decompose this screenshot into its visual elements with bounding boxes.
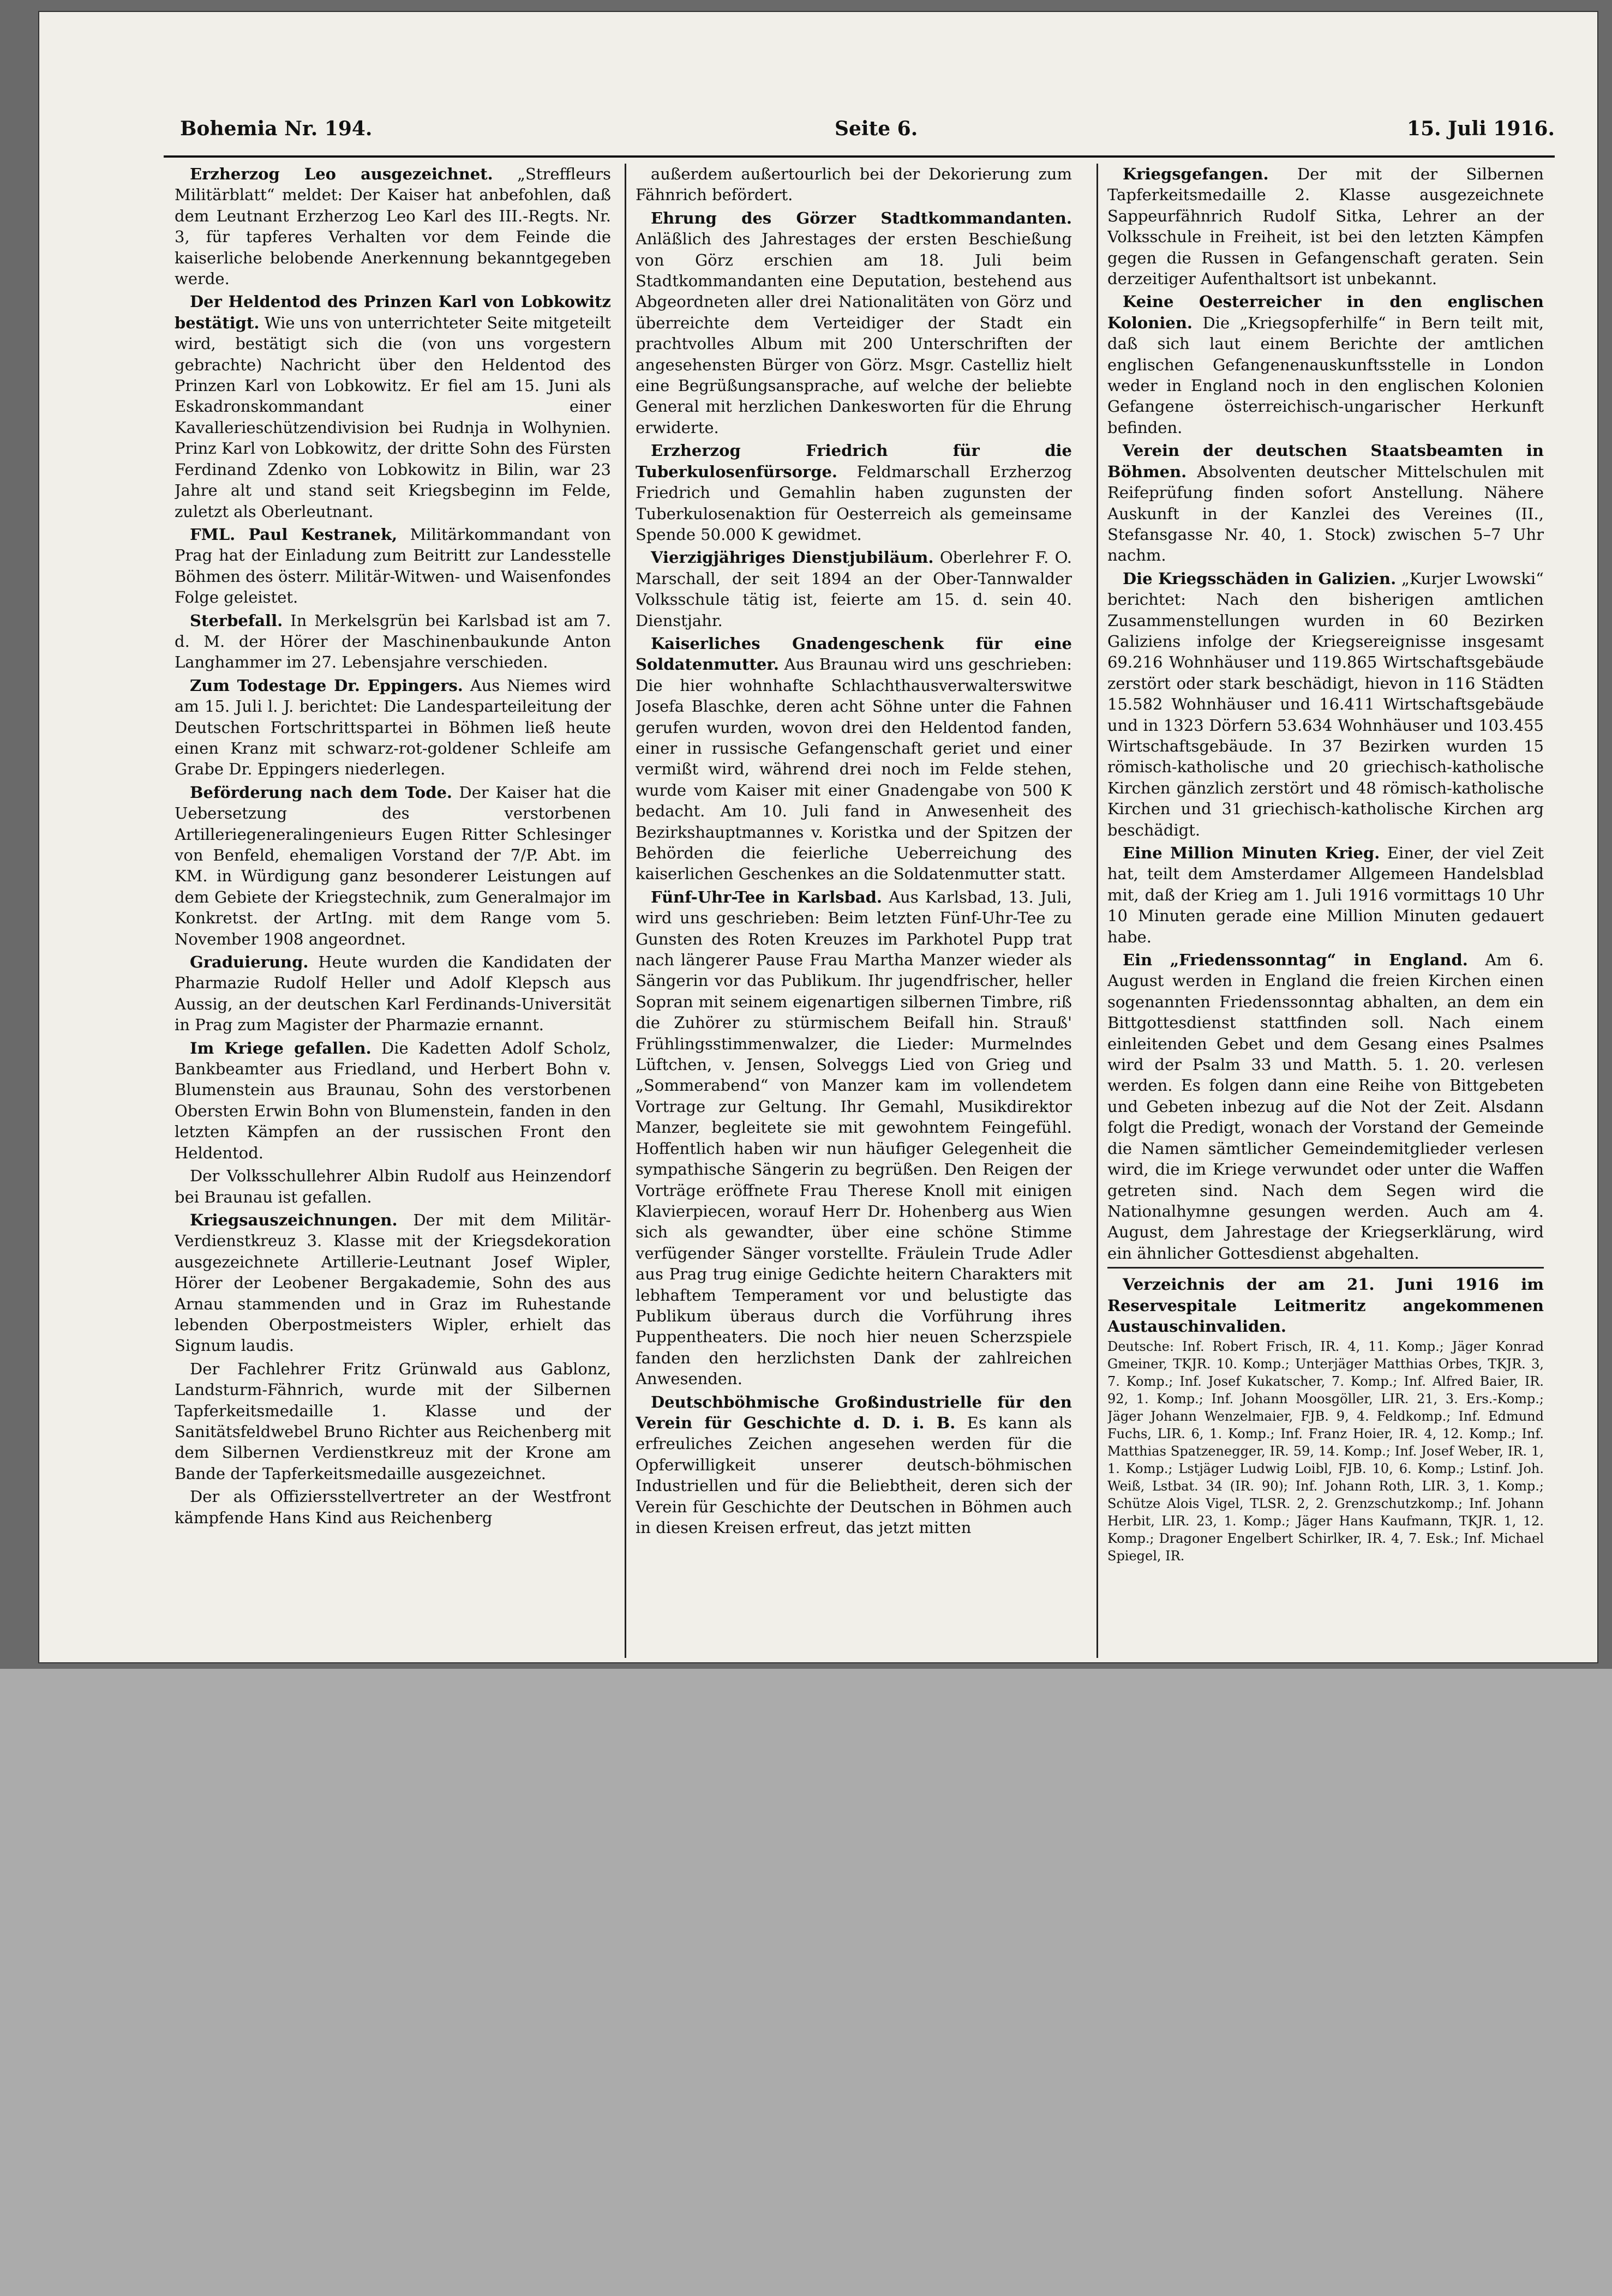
article-paragraph <box>175 291 611 521</box>
notice-body: Deutsche: Inf. Robert Frisch, IR. 4, 11. Komp.; Jäger Konrad Gmeiner, TKJR. 10. Komp.; Unterjäger Matthias Orbes, TKJR. 3, 7. Komp.; Inf. Josef Kukatscher, 7. Komp.; Inf. Alfred Baier, IR. 92, 1. Komp.; Inf. Johann Moosgöller, LIR. 21, 3. Ers.-Komp.; Jäger Johann Wenzelmaier, FJB. 9, 4. Feldkomp.; Inf. Edmund Fuchs, LIR. 6, 1. Komp.; Inf. Franz Hoier, IR. 4, 12. Komp.; Inf. Matthias Spatzenegger, IR. 59, 14. Komp.; Inf. Josef Weber, IR. 1, 1. Komp.; Lstjäger Ludwig Loibl, FJB. 10, 6. Komp.; Lstinf. Joh. Weiß, Lstbat. 34 (IR. 90); Inf. Johann Roth, LIR. 3, 1. Komp.; Schütze Alois Vigel, TLSR. 2, 2. Grenzschutzkomp.; Inf. Johann Herbit, LIR. 23, 1. Komp.; Jäger Hans Kaufmann, TKJR. 1, 12. Komp.; Dragoner Engelbert Schirlker, IR. 4, 7. Esk.; Inf. Michael Spiegel, IR. <box>1107 1339 1544 1564</box>
article-paragraph <box>175 782 611 949</box>
article-heading: Deutschböhmische Großindustrielle für den Verein für Geschichte d. D. i. B. <box>636 1392 1072 1432</box>
article-paragraph <box>175 952 611 1036</box>
notice-rule <box>1107 1267 1544 1269</box>
article-heading: Vierzigjähriges Dienstjubiläum. <box>651 548 934 567</box>
article-text: Es kann als erfreuliches Zeichen angesehen werden für die Opferwilligkeit unserer deutsch-böhmischen Industriellen und für die Beliebtheit, deren sich der Verein für Geschichte der Deutschen in Böhmen auch in diesen Kreisen erfreut, das jetzt mitten <box>636 1413 1072 1537</box>
article-paragraph <box>1107 843 1544 947</box>
article-paragraph <box>636 547 1072 631</box>
article-heading: FML. Paul Kestranek, <box>190 525 398 544</box>
article-column-1 <box>175 164 611 1658</box>
article-heading: Graduierung. <box>190 953 309 972</box>
article-paragraph <box>175 1038 611 1163</box>
article-text: Oberlehrer F. O. Marschall, der seit 1894 an der Ober-Tannwalder Volksschule tätig ist, feierte am 15. d. sein 40. Dienstjahr. <box>636 548 1072 630</box>
article-heading: Ein „Friedenssonntag“ in England. <box>1123 951 1468 970</box>
article-text: Die „Kriegsopferhilfe“ in Bern teilt mit, daß sich laut einem Berichte der amtlichen englischen Gefangenenauskunftsstelle in London weder in England noch in den englischen Kolonien Gefangene österreichisch-ungarischer Herkunft befinden. <box>1107 313 1544 437</box>
header-page-number: Seite 6. <box>835 117 918 140</box>
article-paragraph <box>175 1210 611 1356</box>
article-text: Wie uns von unterrichteter Seite mitgeteilt wird, bestätigt sich die (von uns vorgestern gebrachte) Nachricht über den Heldentod des Prinzen Karl von Lobkowitz. Er fiel am 15. Juni als Eskadronskommandant einer Kavallerieschützendivision bei Rudnja in Wolhynien. Prinz Karl von Lobkowitz, der dritte Sohn des Fürsten Ferdinand Zdenko von Lobkowitz in Bilin, war 23 Jahre alt und stand seit Kriegsbeginn im Felde, zuletzt als Oberleutnant. <box>175 313 611 521</box>
article-text: Der als Offiziersstellvertreter an der Westfront kämpfende Hans Kind aus Reichenberg <box>175 1487 611 1527</box>
article-text: Heute wurden die Kandidaten der Pharmazie Rudolf Heller und Adolf Klepsch aus Aussig, an der deutschen Karl Ferdinands-Universität in Prag zum Magister der Pharmazie ernannt. <box>175 953 611 1035</box>
article-paragraph <box>1107 440 1544 566</box>
header-date: 15. Juli 1916. <box>1407 117 1555 140</box>
article-paragraph <box>636 1392 1072 1538</box>
article-heading: Kaiserliches Gnadengeschenk für eine Soldatenmutter. <box>636 634 1072 674</box>
article-paragraph <box>175 675 611 780</box>
article-paragraph <box>175 1486 611 1528</box>
article-text: Der mit der Silbernen Tapferkeitsmedaille 2. Klasse ausgezeichnete Sappeurfähnrich Rudolf Sitka, Lehrer an der Volksschule in Freiheit, ist bei den letzten Kämpfen gegen die Russen in Gefangenschaft geraten. Sein derzeitiger Aufenthaltsort ist unbekannt. <box>1107 165 1544 288</box>
article-text: Die Kadetten Adolf Scholz, Bankbeamter aus Friedland, und Herbert Bohn v. Blumenstein aus Braunau, Sohn des verstorbenen Obersten Erwin Bohn von Blumenstein, fanden in den letzten Kämpfen an der russischen Front den Heldentod. <box>175 1038 611 1162</box>
article-text: Militärkommandant von Prag hat der Einladung zum Beitritt zur Landesstelle Böhmen des österr. Militär-Witwen- und Waisenfondes Folge geleistet. <box>175 525 611 607</box>
article-heading: Ehrung des Görzer Stadtkommandanten. <box>651 208 1072 227</box>
article-heading: Der Heldentod des Prinzen Karl von Lobkowitz bestätigt. <box>175 292 611 332</box>
article-text: Aus Niemes wird am 15. Juli l. J. berichtet: Die Landesparteileitung der Deutschen Fortschrittspartei in Böhmen ließ heute einen Kranz mit schwarz-rot-goldener Schleife am Grabe Dr. Eppingers niederlegen. <box>175 676 611 779</box>
article-paragraph <box>636 633 1072 885</box>
page-header <box>180 117 1555 150</box>
article-paragraph <box>175 610 611 673</box>
article-paragraph <box>175 524 611 608</box>
article-text: „Streffleurs Militärblatt“ meldet: Der Kaiser hat anbefohlen, daß dem Leutnant Erzherzog Leo Karl des III.-Regts. Nr. 3, für tapferes Verhalten vor dem Feinde die kaiserliche belobende Anerkennung bekanntgegeben werde. <box>175 165 611 288</box>
article-text: Am 6. August werden in England die freien Kirchen einen sogenannten Friedenssonntag abhalten, an dem ein Bittgottesdienst stattfinden soll. Nach einem einleitenden Gebet und dem Gesang eines Psalmes wird der Psalm 33 und Matth. 5. 1. 20. verlesen werden. Es folgen dann eine Reihe von Bittgebeten und Gebeten inbezug auf die Not der Zeit. Alsdann folgt die Predigt, wonach der Vorstand der Gemeinde die Namen sämtlicher Gemeindemitglieder verlesen wird, die im Kriege verwundet oder unter die Waffen getreten sind. Nach dem Segen wird die Nationalhymne gesungen werden. Auch am 4. August, dem Jahrestage der Kriegserklärung, wird ein ähnlicher Gottesdienst abgehalten. <box>1107 951 1544 1263</box>
article-heading: Keine Oesterreicher in den englischen Kolonien. <box>1107 292 1544 332</box>
article-heading: Im Kriege gefallen. <box>190 1038 371 1057</box>
article-text: Anläßlich des Jahrestages der ersten Beschießung von Görz erschien am 18. Juli beim Stadtkommandanten eine Deputation, bestehend aus Abgeordneten aller drei Nationalitäten von Görz und überreichte dem Verteidiger der Stadt ein prachtvolles Album mit 200 Unterschriften der angesehensten Bürger von Görz. Msgr. Castelliz hielt eine Begrüßungsansprache, auf welche der beliebte General mit herzlichen Dankesworten für die Ehrung erwiderte. <box>636 230 1072 437</box>
article-paragraph <box>1107 949 1544 1264</box>
article-paragraph <box>636 208 1072 438</box>
article-paragraph <box>175 164 611 289</box>
article-text: Der Fachlehrer Fritz Grünwald aus Gablonz, Landsturm-Fähnrich, wurde mit der Silbernen Tapferkeitsmedaille 1. Klasse und der Sanitätsfeldwebel Bruno Richter aus Reichenberg mit dem Silbernen Verdienstkreuz mit der Krone am Bande der Tapferkeitsmedaille ausgezeichnet. <box>175 1359 611 1483</box>
article-paragraph <box>636 440 1072 545</box>
article-heading: Die Kriegsschäden in Galizien. <box>1123 569 1397 588</box>
article-paragraph <box>636 164 1072 206</box>
article-heading: Kriegsgefangen. <box>1123 165 1269 183</box>
article-text: „Kurjer Lwowski“ berichtet: Nach den bisherigen amtlichen Zusammenstellungen wurden in 60 Bezirken Galiziens infolge der Kriegsereignisse insgesamt 69.216 Wohnhäuser und 119.865 Wirtschaftsgebäude zerstört oder stark beschädigt, hievon in 116 Städten 15.582 Wohnhäuser und 16.411 Wirtschaftsgebäude und in 1323 Dörfern 53.634 Wohnhäuser und 103.455 Wirtschaftsgebäude. In 37 Bezirken wurden 15 römisch-katholische und 20 griechisch-katholische Kirchen gänzlich zerstört und 48 römisch-katholische Kirchen und 31 griechisch-katholische Kirchen arg beschädigt. <box>1107 569 1544 839</box>
article-text: außerdem außertourlich bei der Dekorierung zum Fähnrich befördert. <box>636 165 1072 205</box>
article-paragraph <box>1107 291 1544 438</box>
notice-heading: Verzeichnis der am 21. Juni 1916 im Reservespitale Leitmeritz angekommenen Austauschinvaliden. <box>1107 1275 1544 1336</box>
article-paragraph <box>175 1359 611 1484</box>
header-publication: Bohemia Nr. 194. <box>180 117 373 140</box>
article-heading: Erzherzog Friedrich für die Tuberkulosenfürsorge. <box>636 441 1072 481</box>
article-paragraph <box>175 1165 611 1207</box>
blank-scan-area <box>0 1669 1612 2296</box>
article-paragraph <box>1107 164 1544 289</box>
article-heading: Erzherzog Leo ausgezeichnet. <box>190 165 493 183</box>
article-column-3 <box>1107 164 1544 1658</box>
article-text: Absolventen deutscher Mittelschulen mit Reifeprüfung finden sofort Anstellung. Nähere Auskunft in der Kanzlei des Vereines (II., Stefansgasse Nr. 40, 1. Stock) zwischen 5–7 Uhr nachm. <box>1107 462 1544 565</box>
article-text: Feldmarschall Erzherzog Friedrich und Gemahlin haben zugunsten der Tuberkulosenaktion für Oesterreich als gemeinsame Spende 50.000 K gewidmet. <box>636 462 1072 544</box>
article-heading: Eine Million Minuten Krieg. <box>1123 844 1380 862</box>
article-text: Der mit dem Militär-Verdienstkreuz 3. Klasse mit der Kriegsdekoration ausgezeichnete Artillerie-Leutnant Josef Wipler, Hörer der Leobener Bergakademie, Sohn des aus Arnau stammenden und in Graz im Ruhestande lebenden Oberpostmeisters Wipler, erhielt das Signum laudis. <box>175 1210 611 1355</box>
article-text: Aus Karlsbad, 13. Juli, wird uns geschrieben: Beim letzten Fünf-Uhr-Tee zu Gunsten des Roten Kreuzes im Parkhotel Pupp trat nach längerer Pause Frau Martha Manzer wieder als Sängerin vor das Publikum. Ihr jugendfrischer, heller Sopran mit seinem eigenartigen silbernen Timbre, riß die Zuhörer zu stürmischem Beifall hin. Strauß' Frühlingsstimmenwalzer, die Lieder: Murmelndes Lüftchen, v. Jensen, Solveggs Lied von Grieg und „Sommerabend“ von Manzer kam im vollendetem Vortrage zur Geltung. Ihr Gemahl, Musikdirektor Manzer, begleitete sie mit gewohntem Feingefühl. Hoffentlich haben wir nun häufiger Gelegenheit die sympathische Sängerin zu begrüßen. Den Reigen der Vorträge eröffnete Frau Therese Knoll mit einigen Klavierpiecen, worauf Herr Dr. Hohenberg aus Wien sich als gewandter, über eine schöne Stimme verfügender Sänger vorstellte. Fräulein Trude Adler aus Prag trug einige Gedichte heitern Charakters mit lebhaftem Temperament vor und belustigte das Publikum überaus durch die Vorführung ihres Puppentheaters. Die noch hier neuen Scherzspiele fanden den herzlichsten Dank der zahlreichen Anwesenden. <box>636 887 1072 1389</box>
column-divider <box>1096 164 1098 1658</box>
article-heading: Sterbefall. <box>190 611 283 630</box>
article-paragraph <box>1107 568 1544 840</box>
article-paragraph <box>636 887 1072 1390</box>
article-text: Der Kaiser hat die Uebersetzung des verstorbenen Artilleriegeneralingenieurs Eugen Ritter Schlesinger von Benfeld, ehemaligen Vorstand der 7/P. Abt. im KM. in Würdigung ganz besonderer Leistungen auf dem Gebiete der Kriegstechnik, zum Generalmajor im Konkretst. der ArtIng. mit dem Range vom 5. November 1908 angeordnet. <box>175 783 611 948</box>
article-heading: Zum Todestage Dr. Eppingers. <box>190 676 463 695</box>
article-column-2 <box>636 164 1072 1658</box>
article-text: Einer, der viel Zeit hat, teilt dem Amsterdamer Allgemeen Handelsblad mit, daß der Krieg am 1. Juli 1916 vormittags 10 Uhr 10 Minuten gerade eine Million Minuten gedauert habe. <box>1107 844 1544 946</box>
article-heading: Beförderung nach dem Tode. <box>190 783 453 802</box>
header-rule <box>164 155 1555 158</box>
article-text: In Merkelsgrün bei Karlsbad ist am 7. d. M. der Hörer der Maschinenbaukunde Anton Langhammer im 27. Lebensjahre verschieden. <box>175 611 611 672</box>
article-heading: Kriegsauszeichnungen. <box>190 1210 398 1229</box>
article-heading: Verein der deutschen Staatsbeamten in Böhmen. <box>1107 441 1544 481</box>
article-text: Aus Braunau wird uns geschrieben: Die hier wohnhafte Schlachthausverwalterswitwe Josefa Blaschke, deren acht Söhne unter die Fahnen gerufen wurden, wovon drei den Heldentod fanden, einer in russische Gefangenschaft geriet und einer vermißt wird, während drei noch im Felde stehen, wurde vom Kaiser mit einer Gnadengabe von 500 K bedacht. Am 10. Juli fand in Anwesenheit des Bezirkshauptmannes v. Koristka und der Spitzen der Behörden die feierliche Ueberreichung des kaiserlichen Geschenkes an die Soldatenmutter statt. <box>636 655 1072 883</box>
article-text: Der Volksschullehrer Albin Rudolf aus Heinzendorf bei Braunau ist gefallen. <box>175 1167 611 1206</box>
column-divider <box>625 164 626 1658</box>
article-heading: Fünf-Uhr-Tee in Karlsbad. <box>651 887 883 906</box>
